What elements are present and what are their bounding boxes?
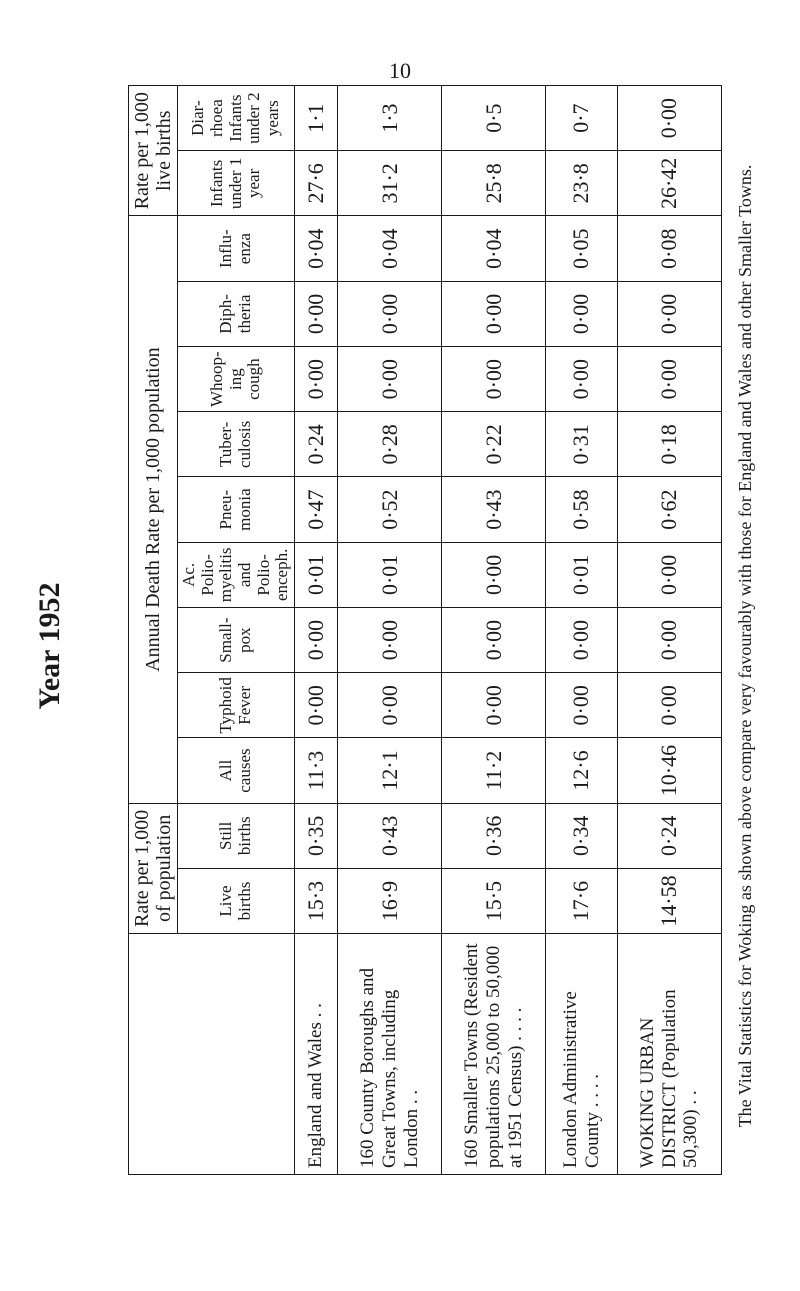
table-cell: 31·2	[338, 151, 442, 216]
table-cell: 0·00	[338, 281, 442, 346]
table-cell: 0·34	[546, 803, 618, 868]
table-cell: 0·00	[442, 673, 546, 738]
column-header-still-births: Still births	[178, 803, 295, 868]
table-row-london-county	[546, 86, 618, 1175]
table-cell: 0·62	[617, 477, 721, 542]
table-cell: 27·6	[295, 151, 338, 216]
column-header-typhoid-fever: Typhoid Fever	[178, 673, 295, 738]
table-cell: 0·00	[442, 542, 546, 607]
table-row-county-boroughs	[338, 86, 442, 1175]
table-cell: 0·00	[617, 347, 721, 412]
table-cell: 0·7	[546, 86, 618, 151]
table-cell: 0·22	[442, 412, 546, 477]
table-cell: 0·00	[617, 86, 721, 151]
row-label: 160 Smaller Towns (Resident populations 25,000 to 50,000 at 1951 Census) . . . .	[442, 934, 546, 1175]
table-cell: 0·00	[617, 542, 721, 607]
table-cell: 0·24	[617, 803, 721, 868]
live-births-rate-group-header: Rate per 1,000 live births	[129, 86, 178, 217]
table-cell: 0·5	[442, 86, 546, 151]
vital-statistics-table	[128, 85, 722, 1175]
column-header-diarrhoea-under-2-years: Diar-rhoea Infants under 2 years	[178, 86, 295, 151]
table-cell: 14·58	[617, 868, 721, 933]
table-cell: 0·00	[295, 347, 338, 412]
column-header-whooping-cough: Whoop-ing cough	[178, 347, 295, 412]
table-cell: 15·3	[295, 868, 338, 933]
column-header-pneumonia: Pneu-monia	[178, 477, 295, 542]
population-rate-group-header: Rate per 1,000 of population	[129, 803, 178, 933]
table-cell: 11·2	[442, 738, 546, 803]
table-cell: 0·08	[617, 216, 721, 281]
group-header-row	[129, 86, 178, 1175]
table-cell: 0·00	[617, 281, 721, 346]
table-cell: 0·52	[338, 477, 442, 542]
row-label: WOKING URBAN DISTRICT (Population 50,300) . .	[617, 934, 721, 1175]
table-cell: 0·01	[295, 542, 338, 607]
table-cell: 10·46	[617, 738, 721, 803]
table-cell: 0·00	[546, 347, 618, 412]
table-cell: 0·00	[546, 281, 618, 346]
table-cell: 0·35	[295, 803, 338, 868]
table-cell: 12·6	[546, 738, 618, 803]
table-cell: 0·00	[617, 673, 721, 738]
table-cell: 0·01	[546, 542, 618, 607]
table-cell: 12·1	[338, 738, 442, 803]
year-title: Year 1952	[33, 582, 66, 710]
area-header-cell	[129, 934, 295, 1175]
table-row-smaller-towns	[442, 86, 546, 1175]
vital-statistics-table-wrapper	[128, 85, 722, 1175]
table-cell: 0·04	[295, 216, 338, 281]
column-header-polio: Ac. Polio-myelitis and Polio-enceph.	[178, 542, 295, 607]
table-cell: 0·31	[546, 412, 618, 477]
table-cell: 1·3	[338, 86, 442, 151]
table-cell: 0·00	[338, 673, 442, 738]
table-cell: 16·9	[338, 868, 442, 933]
table-cell: 26·42	[617, 151, 721, 216]
table-cell: 0·43	[442, 477, 546, 542]
table-cell: 0·01	[338, 542, 442, 607]
row-label: England and Wales . .	[295, 934, 338, 1175]
column-header-all-causes: All causes	[178, 738, 295, 803]
column-header-influenza: Influ-enza	[178, 216, 295, 281]
table-cell: 15·5	[442, 868, 546, 933]
table-cell: 11·3	[295, 738, 338, 803]
table-cell: 0·00	[617, 607, 721, 672]
table-cell: 0·18	[617, 412, 721, 477]
table-cell: 0·00	[338, 347, 442, 412]
table-cell: 0·05	[546, 216, 618, 281]
table-cell: 0·00	[295, 281, 338, 346]
column-header-small-pox: Small-pox	[178, 607, 295, 672]
page-number: 10	[389, 58, 411, 83]
table-cell: 0·36	[442, 803, 546, 868]
row-label: 160 County Boroughs and Great Towns, including London . .	[338, 934, 442, 1175]
column-header-diphtheria: Diph-theria	[178, 281, 295, 346]
table-cell: 0·04	[442, 216, 546, 281]
table-cell: 0·28	[338, 412, 442, 477]
table-row-woking	[617, 86, 721, 1175]
table-cell: 0·24	[295, 412, 338, 477]
table-cell: 1·1	[295, 86, 338, 151]
footnote: The Vital Statistics for Woking as shown above compare very favourably with those for England and Wales and other Smaller Towns.	[735, 164, 755, 1128]
table-cell: 0·00	[546, 673, 618, 738]
table-cell: 25·8	[442, 151, 546, 216]
column-header-tuberculosis: Tuber-culosis	[178, 412, 295, 477]
table-cell: 0·00	[295, 673, 338, 738]
table-cell: 0·00	[442, 281, 546, 346]
table-cell: 0·58	[546, 477, 618, 542]
table-cell: 23·8	[546, 151, 618, 216]
column-header-infants-under-1-year: Infants under 1 year	[178, 151, 295, 216]
column-header-live-births: Live births	[178, 868, 295, 933]
table-cell: 0·00	[442, 607, 546, 672]
table-cell: 17·6	[546, 868, 618, 933]
row-label: London Administrative County . . . .	[546, 934, 618, 1175]
table-cell: 0·00	[442, 347, 546, 412]
table-cell: 0·47	[295, 477, 338, 542]
death-rate-group-header: Annual Death Rate per 1,000 population	[129, 216, 178, 803]
table-cell: 0·43	[338, 803, 442, 868]
table-row-england-wales	[295, 86, 338, 1175]
table-cell: 0·00	[338, 607, 442, 672]
table-cell: 0·04	[338, 216, 442, 281]
table-cell: 0·00	[295, 607, 338, 672]
table-cell: 0·00	[546, 607, 618, 672]
